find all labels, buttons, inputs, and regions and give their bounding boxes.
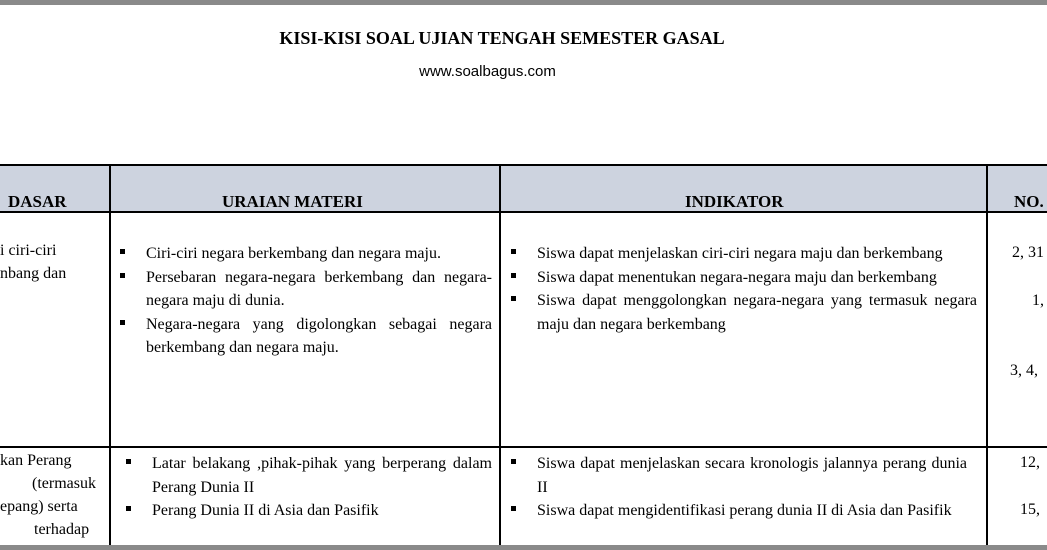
nomor-soal: 12,	[1020, 454, 1040, 471]
header-dasar: DASAR	[8, 192, 67, 211]
materi-cell	[146, 242, 492, 360]
nomor-soal: 1,	[1032, 292, 1044, 309]
indikator-cell	[537, 452, 967, 523]
row-divider	[0, 446, 1047, 448]
materi-item: Latar belakang ,pihak-pihak yang berperang dalam Perang Dunia II	[116, 452, 492, 499]
indikator-item: Siswa dapat menjelaskan ciri-ciri negara maju dan berkembang	[501, 242, 977, 266]
table-top-line	[0, 164, 1047, 166]
indikator-item: Siswa dapat menggolongkan negara-negara yang termasuk negara maju dan negara berkembang	[501, 289, 977, 336]
kisi-kisi-table	[0, 164, 1047, 550]
bottom-border	[0, 545, 1047, 550]
kd-line: epang) serta	[0, 498, 78, 515]
materi-item: Persebaran negara-negara berkembang dan negara-negara maju di dunia.	[110, 266, 492, 313]
materi-cell	[152, 452, 492, 523]
header-bottom-line	[0, 211, 1047, 213]
website-url: www.soalbagus.com	[419, 63, 556, 80]
nomor-soal: 2, 31	[1012, 244, 1044, 261]
indikator-cell	[537, 242, 977, 336]
kd-line: nbang dan	[0, 265, 67, 282]
indikator-item: Siswa dapat menentukan negara-negara maju dan berkembang	[501, 266, 977, 290]
indikator-item: Siswa dapat mengidentifikasi perang dunia II di Asia dan Pasifik	[501, 499, 967, 523]
top-border	[0, 0, 1047, 5]
header-no: NO.	[1014, 192, 1044, 211]
kd-line: (termasuk	[32, 475, 96, 492]
kd-line: kan Perang	[0, 452, 72, 469]
kd-line: terhadap	[34, 521, 90, 538]
header-uraian-materi: URAIAN MATERI	[222, 192, 363, 211]
materi-item: Negara-negara yang digolongkan sebagai negara berkembang dan negara maju.	[110, 313, 492, 360]
col-divider-3	[986, 164, 988, 550]
materi-item: Ciri-ciri negara berkembang dan negara maju.	[110, 242, 492, 266]
document-title: KISI-KISI SOAL UJIAN TENGAH SEMESTER GASAL	[279, 28, 725, 48]
indikator-item: Siswa dapat menjelaskan secara kronologis jalannya perang dunia II	[501, 452, 967, 499]
nomor-soal: 15,	[1020, 501, 1040, 518]
header-indikator: INDIKATOR	[685, 192, 784, 211]
nomor-soal: 3, 4,	[1010, 362, 1038, 379]
materi-item: Perang Dunia II di Asia dan Pasifik	[116, 499, 492, 523]
kd-line: i ciri-ciri	[0, 242, 57, 259]
